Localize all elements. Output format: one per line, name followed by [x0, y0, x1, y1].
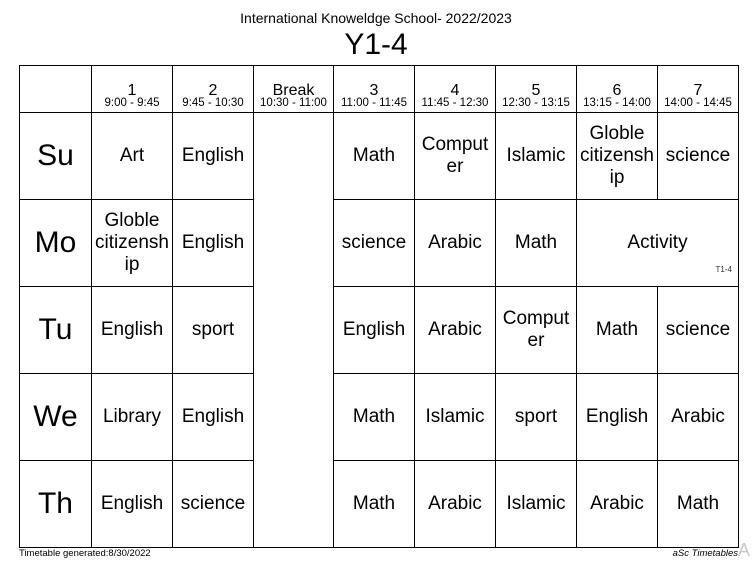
lesson-cell: Islamic — [415, 374, 496, 461]
break-column — [254, 113, 334, 548]
day-row-th — [20, 461, 739, 548]
period-time: 14:00 - 14:45 — [664, 97, 732, 109]
period-header — [658, 66, 739, 113]
period-number: 4 — [450, 81, 460, 99]
period-time: 11:45 - 12:30 — [421, 97, 489, 109]
day-label: Th — [20, 461, 92, 548]
lesson-cell: English — [334, 287, 415, 374]
period-time: 10:30 - 11:00 — [260, 97, 327, 109]
period-time: 13:15 - 14:00 — [583, 97, 651, 109]
lesson-cell: Math — [658, 461, 739, 548]
period-time: 9:45 - 10:30 — [182, 97, 244, 109]
lesson-cell: English — [173, 113, 254, 200]
lesson-cell: Globle citizensh ip — [577, 113, 658, 200]
lesson-cell: Math — [496, 200, 577, 287]
lesson-cell: Art — [92, 113, 173, 200]
lesson-cell: Math — [334, 461, 415, 548]
period-header-row — [20, 66, 739, 113]
day-row-su — [20, 113, 739, 200]
lesson-cell: English — [173, 374, 254, 461]
period-number: Break — [272, 81, 315, 99]
school-title: International Knoweldge School- 2022/2023 — [240, 10, 512, 26]
lesson-cell: English — [92, 461, 173, 548]
activity-cell — [577, 200, 739, 287]
lesson-cell: Math — [334, 374, 415, 461]
period-header — [173, 66, 254, 113]
brand-mark: A — [737, 540, 750, 560]
lesson-cell: Arabic — [415, 287, 496, 374]
period-time: 12:30 - 13:15 — [502, 97, 570, 109]
period-number: 5 — [531, 81, 541, 99]
corner-cell — [20, 66, 92, 113]
room-label: T1-4 — [715, 265, 732, 274]
lesson-cell: science — [334, 200, 415, 287]
class-title: Y1-4 — [344, 28, 408, 61]
period-number: 2 — [208, 81, 218, 99]
lesson-cell: Library — [92, 374, 173, 461]
lesson-cell: English — [577, 374, 658, 461]
lesson-cell: sport — [496, 374, 577, 461]
day-row-mo — [20, 200, 739, 287]
lesson-cell: science — [658, 287, 739, 374]
day-label: Mo — [20, 200, 92, 287]
lesson-cell: Arabic — [577, 461, 658, 548]
lesson-cell: Comput er — [496, 287, 577, 374]
period-number: 7 — [693, 81, 703, 99]
period-header — [496, 66, 577, 113]
period-header — [334, 66, 415, 113]
period-header — [577, 66, 658, 113]
break-header — [254, 66, 334, 113]
day-label: We — [20, 374, 92, 461]
lesson-cell: English — [173, 200, 254, 287]
day-label: Su — [20, 113, 92, 200]
lesson-cell: Arabic — [415, 200, 496, 287]
lesson-cell: Islamic — [496, 113, 577, 200]
brand-label: aSc Timetables — [672, 548, 738, 559]
lesson-cell: Math — [334, 113, 415, 200]
generated-date: Timetable generated:8/30/2022 — [19, 548, 151, 559]
timetable — [19, 65, 739, 548]
lesson-cell: Comput er — [415, 113, 496, 200]
day-row-tu — [20, 287, 739, 374]
lesson-cell: English — [92, 287, 173, 374]
period-header — [92, 66, 173, 113]
lesson-cell: Arabic — [658, 374, 739, 461]
lesson-cell: Islamic — [496, 461, 577, 548]
lesson-cell: Math — [577, 287, 658, 374]
lesson-cell: sport — [173, 287, 254, 374]
lesson-cell: science — [173, 461, 254, 548]
day-label: Tu — [20, 287, 92, 374]
lesson-label: Activity — [627, 232, 688, 253]
day-row-we — [20, 374, 739, 461]
lesson-cell: science — [658, 113, 739, 200]
period-number: 6 — [612, 81, 622, 99]
period-time: 9:00 - 9:45 — [104, 97, 160, 109]
period-time: 11:00 - 11:45 — [340, 97, 408, 109]
period-header — [415, 66, 496, 113]
period-number: 1 — [127, 81, 137, 99]
period-number: 3 — [369, 81, 379, 99]
lesson-cell: Arabic — [415, 461, 496, 548]
lesson-cell: Globle citizensh ip — [92, 200, 173, 287]
